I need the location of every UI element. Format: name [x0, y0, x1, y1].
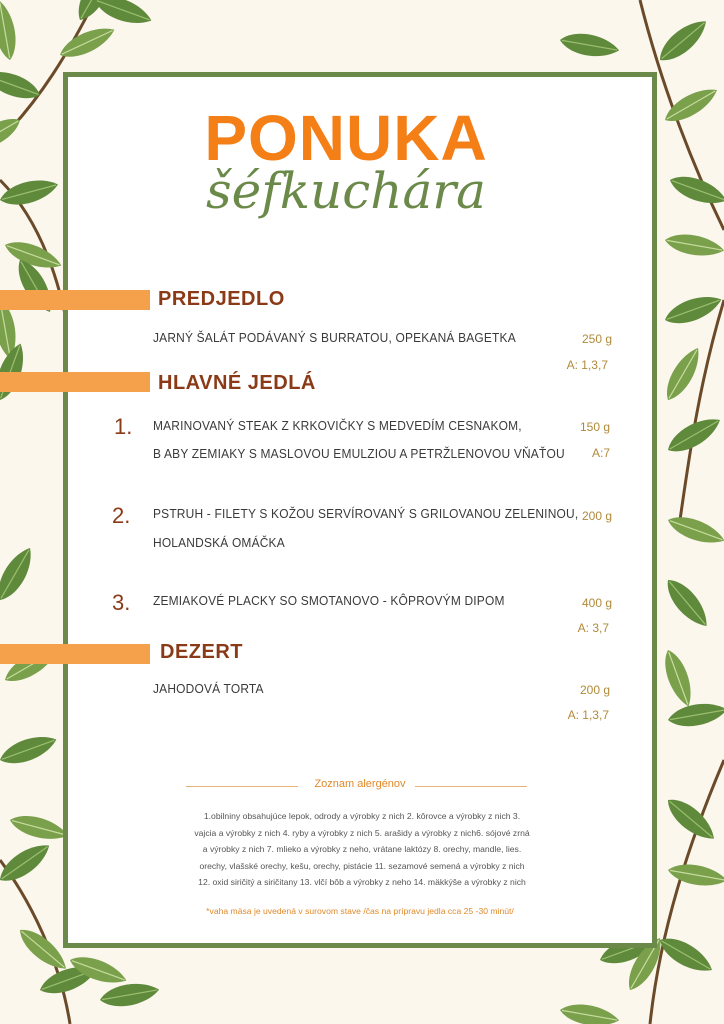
section-band-hlavne — [0, 372, 150, 392]
section-title-dezert: DEZERT — [160, 641, 243, 663]
item-allergens: A: 3,7 — [577, 621, 609, 635]
section-band-dezert — [0, 644, 150, 664]
item-name: ZEMIAKOVÉ PLACKY SO SMOTANOVO - KÔPROVÝM DIPOM — [153, 593, 505, 608]
allergen-line: a výrobky z nich 7. mlieko a výrobky z neho, vrátane laktózy 8. orechy, mandle, lies. — [202, 844, 522, 855]
item-allergens: A: 1,3,7 — [566, 358, 608, 372]
item-weight: 250 g — [581, 332, 612, 346]
item-number: 2. — [112, 503, 131, 528]
item-allergens: A: 1,3,7 — [567, 708, 609, 722]
divider-right — [415, 786, 527, 787]
item-name-cont: B ABY ZEMIAKY S MASLOVOU EMULZIOU A PETRŽLENOVOU VŇAŤOU — [153, 446, 565, 461]
menu-subtitle: šéfkuchára — [206, 162, 486, 220]
item-name: MARINOVANÝ STEAK Z KRKOVIČKY S MEDVEDÍM CESNAKOM, — [153, 418, 522, 433]
item-weight: 150 g — [579, 420, 610, 434]
section-band-predjedlo — [0, 290, 150, 310]
allergen-line: 12. oxid siričitý a siričitany 13. vlčí bôb a výrobky z neho 14. mäkkýše a výrobky z nich — [198, 877, 526, 888]
section-title-predjedlo: PREDJEDLO — [158, 288, 285, 310]
item-weight: 200 g — [579, 683, 610, 697]
item-number: 1. — [114, 414, 133, 439]
allergen-line: orechy, vlašské orechy, kešu, orechy, pistácie 11. sezamové semená a výrobky z nich — [199, 860, 525, 871]
item-weight: 400 g — [581, 596, 612, 610]
item-name: JAHODOVÁ TORTA — [153, 681, 264, 696]
allergen-line: vajcia a výrobky z nich 4. ryby a výrobky z nich 5. arašidy a výrobky z nich6. sójové zrná — [194, 827, 530, 838]
item-name: JARNÝ ŠALÁT PODÁVANÝ S BURRATOU, OPEKANÁ BAGETKA — [153, 330, 516, 345]
divider-left — [186, 786, 298, 787]
allergen-list — [176, 808, 548, 891]
item-name: PSTRUH - FILETY S KOŽOU SERVÍROVANÝ S GRILOVANOU ZELENINOU, — [153, 506, 579, 521]
allergen-line: 1.obilniny obsahujúce lepok, odrody a výrobky z nich 2. kôrovce a výrobky z nich 3. — [203, 811, 521, 821]
footnote: *vaha mäsa je uvedená v surovom stave /čas na prípravu jedla cca 25 -30 minút/ — [206, 906, 514, 916]
item-allergens: A:7 — [591, 446, 610, 460]
allergen-title: Zoznam alergénov — [314, 778, 406, 790]
item-weight: 200 g — [581, 509, 612, 523]
section-title-hlavne: HLAVNÉ JEDLÁ — [158, 372, 316, 394]
menu-title: PONUKA — [204, 102, 488, 174]
item-number: 3. — [112, 590, 131, 615]
item-name-cont: HOLANDSKÁ OMÁČKA — [153, 535, 285, 550]
